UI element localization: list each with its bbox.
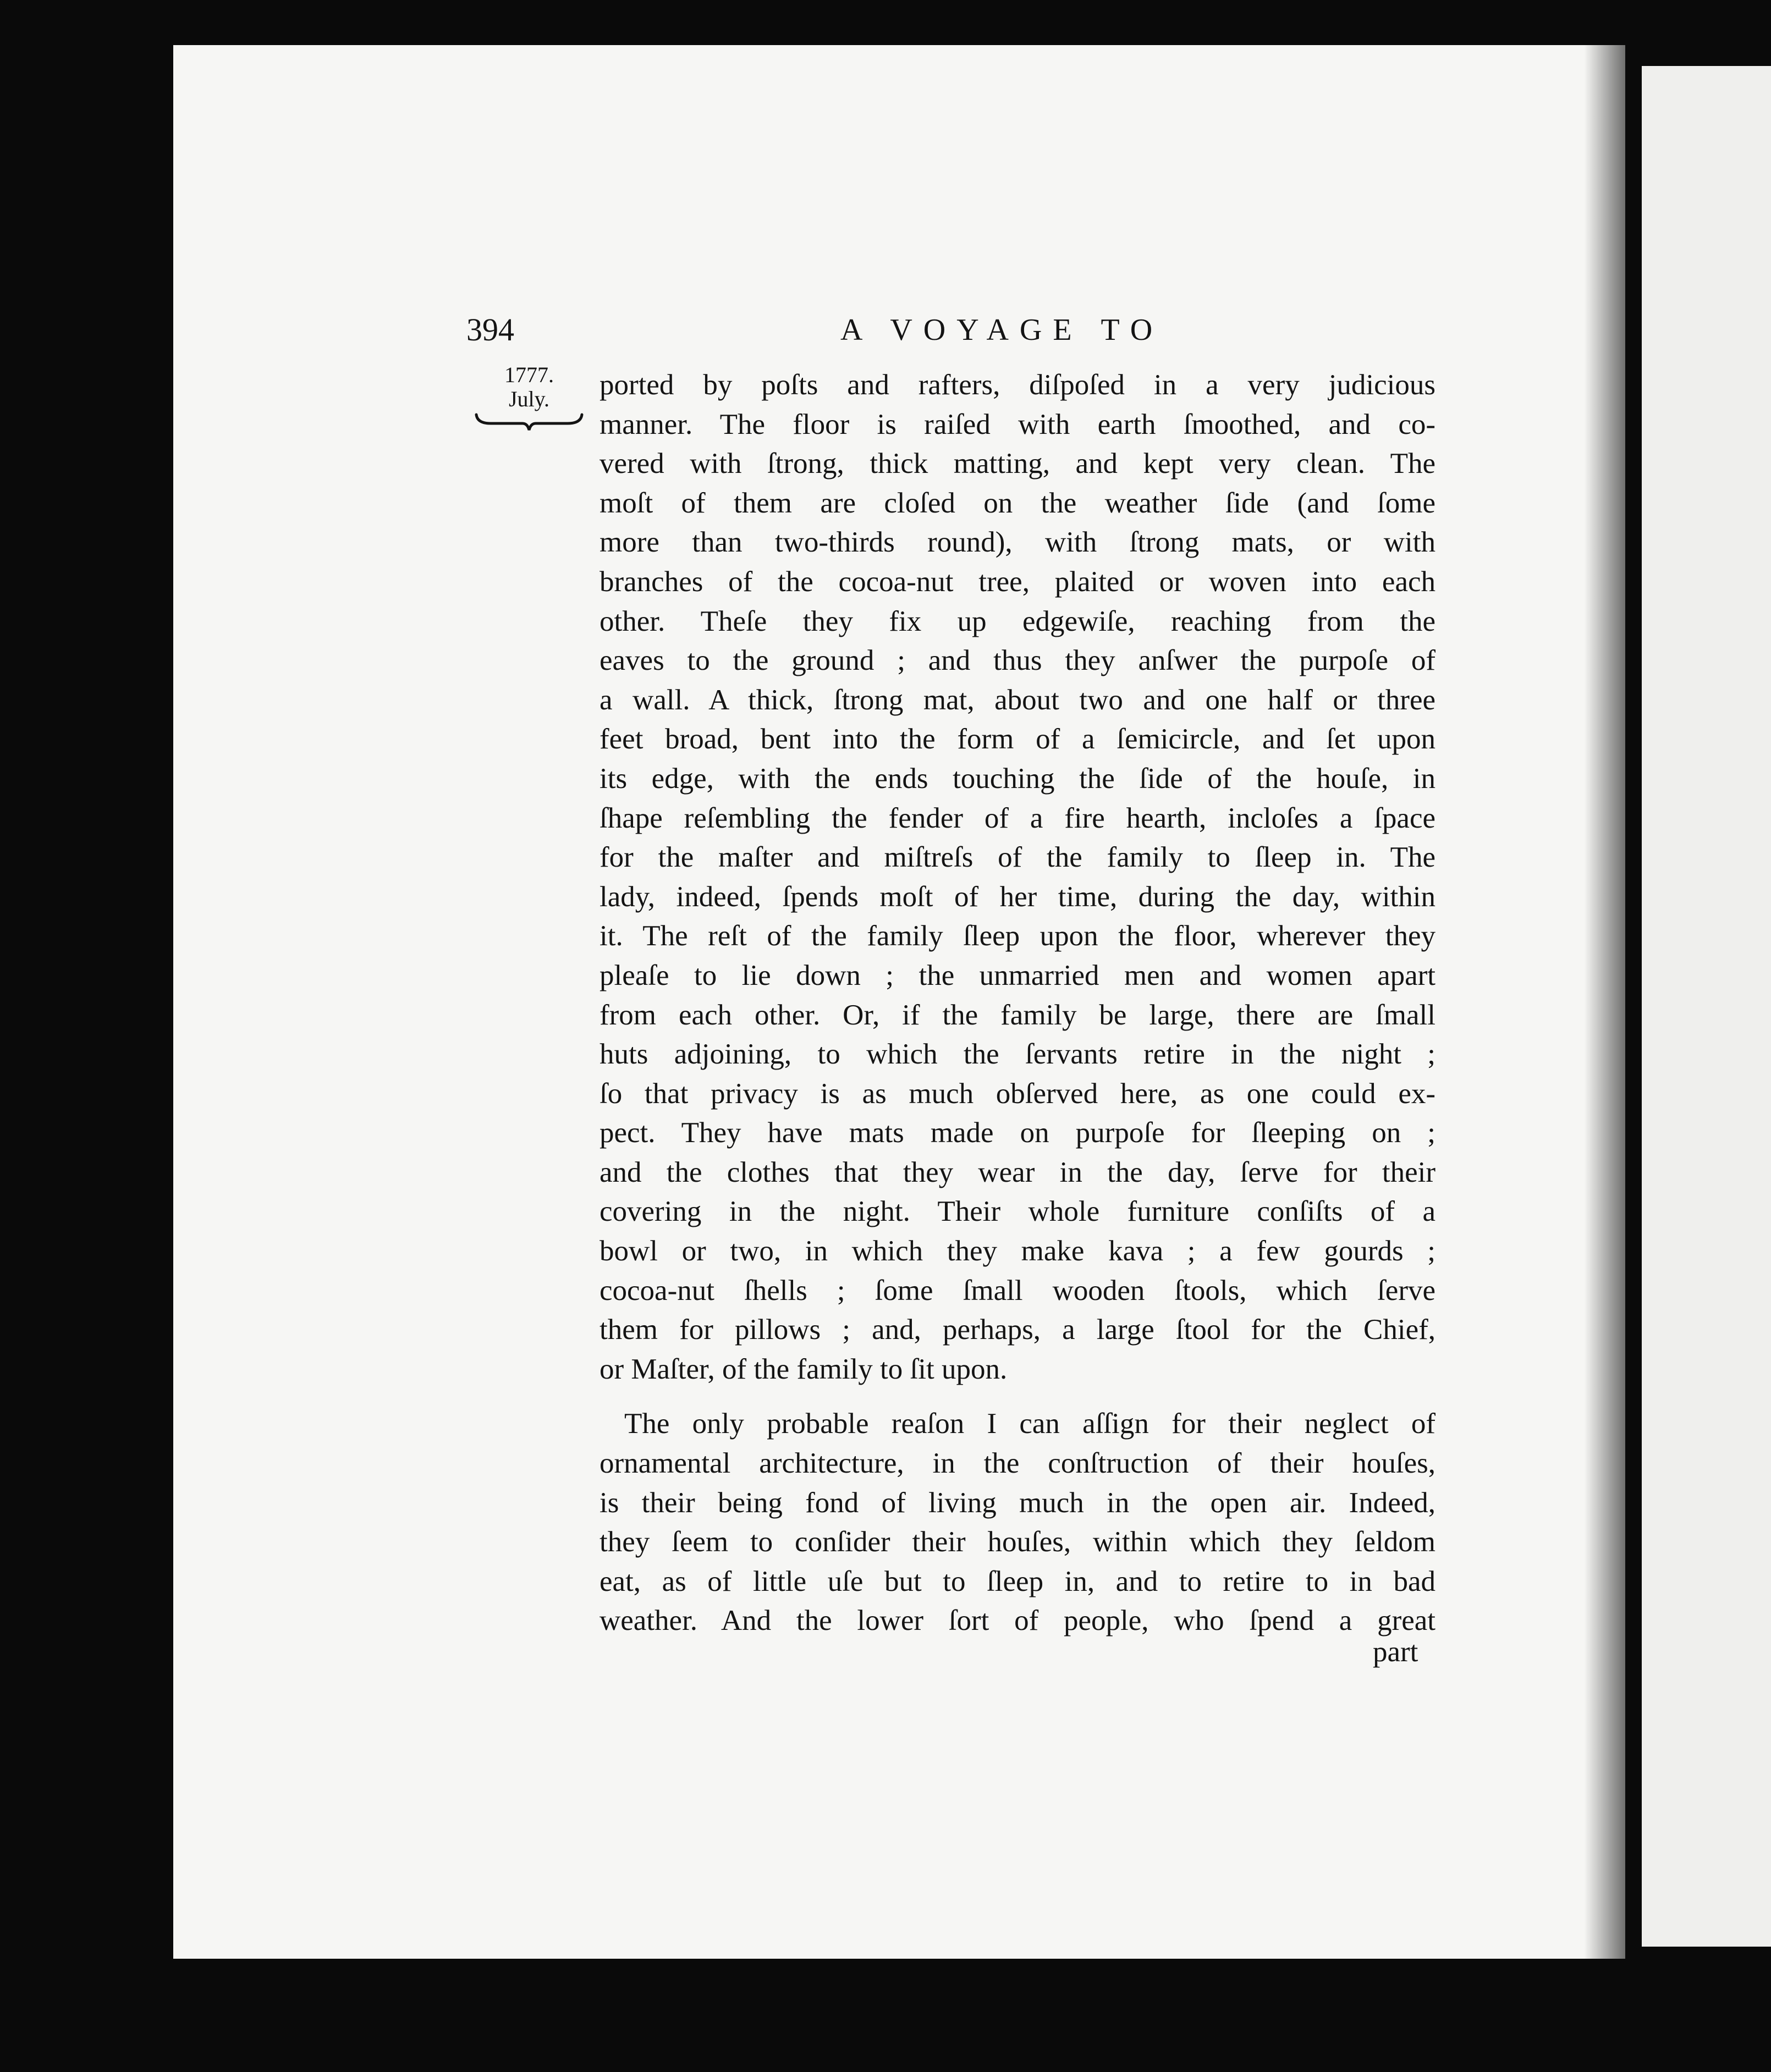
- text-line: is their being fond of living much in the open air. Indeed,: [600, 1486, 1436, 1519]
- paragraph-gap: [600, 1389, 1436, 1404]
- text-line: The only probable reaſon I can aſſign for their neglect of: [624, 1408, 1436, 1440]
- margin-month: July.: [508, 387, 550, 411]
- text-line: covering in the night. Their whole furniture conſiſts of a: [600, 1195, 1436, 1228]
- text-line: bowl or two, in which they make kava ; a few gourds ;: [600, 1235, 1436, 1268]
- body-text: [600, 366, 1436, 1641]
- text-line: branches of the cocoa-nut tree, plaited or woven into each: [600, 565, 1436, 598]
- text-line: they ſeem to conſider their houſes, within which they ſeldom: [600, 1526, 1436, 1558]
- text-line: and the clothes that they wear in the day, ſerve for their: [600, 1156, 1436, 1188]
- running-head: [466, 311, 1495, 349]
- brace-ornament: [474, 411, 584, 433]
- text-line: from each other. Or, if the family be large, there are ſmall: [600, 999, 1436, 1031]
- text-line: a wall. A thick, ſtrong mat, about two and one half or three: [600, 684, 1436, 716]
- text-line: its edge, with the ends touching the ſide of the houſe, in: [600, 762, 1436, 795]
- text-line: pect. They have mats made on purpoſe for ſleeping on ;: [600, 1117, 1436, 1149]
- spine-shadow: [1584, 45, 1625, 1959]
- text-line: more than two-thirds round), with ſtrong mats, or with: [600, 526, 1436, 559]
- paragraph: [600, 1404, 1436, 1641]
- text-line: for the maſter and miſtreſs of the family to ſleep in. The: [600, 841, 1436, 874]
- page-number: 394: [466, 312, 514, 348]
- text-line: huts adjoining, to which the ſervants retire in the night ;: [600, 1038, 1436, 1071]
- text-line: moſt of them are cloſed on the weather ſide (and ſome: [600, 487, 1436, 519]
- text-line: eat, as of little uſe but to ſleep in, and to retire to in bad: [600, 1565, 1436, 1597]
- text-line: eaves to the ground ; and thus they anſwer the purpoſe of: [600, 644, 1436, 677]
- text-line: pleaſe to lie down ; the unmarried men and women apart: [600, 959, 1436, 991]
- text-line: weather. And the lower ſort of people, who ſpend a great: [600, 1605, 1436, 1637]
- margin-year: 1777.: [504, 362, 554, 387]
- text-line: manner. The floor is raiſed with earth ſmoothed, and co-: [600, 408, 1436, 440]
- text-line: or Maſter, of the family to ſit upon.: [600, 1353, 1008, 1385]
- text-line: it. The reſt of the family ſleep upon the floor, wherever they: [600, 920, 1436, 952]
- text-line: them for pillows ; and, perhaps, a large ſtool for the Chief,: [600, 1314, 1436, 1346]
- paragraph: [600, 366, 1436, 1389]
- text-line: ſhape reſembling the fender of a fire hearth, incloſes a ſpace: [600, 802, 1436, 834]
- text-line: feet broad, bent into the form of a ſemicircle, and ſet upon: [600, 723, 1436, 756]
- text-line: other. Theſe they fix up edgewiſe, reaching from the: [600, 605, 1436, 637]
- text-line: lady, indeed, ſpends moſt of her time, during the day, within: [600, 880, 1436, 913]
- facing-page-edge: [1642, 66, 1771, 1947]
- text-line: ornamental architecture, in the conſtruction of their houſes,: [600, 1447, 1436, 1480]
- margin-date-note: [474, 363, 584, 440]
- text-line: ſo that privacy is as much obſerved here, as one could ex-: [600, 1077, 1436, 1110]
- text-line: cocoa-nut ſhells ; ſome ſmall wooden ſtools, which ſerve: [600, 1274, 1436, 1307]
- text-line: ported by poſts and rafters, diſpoſed in a very judicious: [600, 369, 1436, 401]
- catchword: part: [1373, 1636, 1418, 1668]
- running-title: A VOYAGE TO: [840, 313, 1164, 347]
- text-line: vered with ſtrong, thick matting, and kept very clean. The: [600, 448, 1436, 480]
